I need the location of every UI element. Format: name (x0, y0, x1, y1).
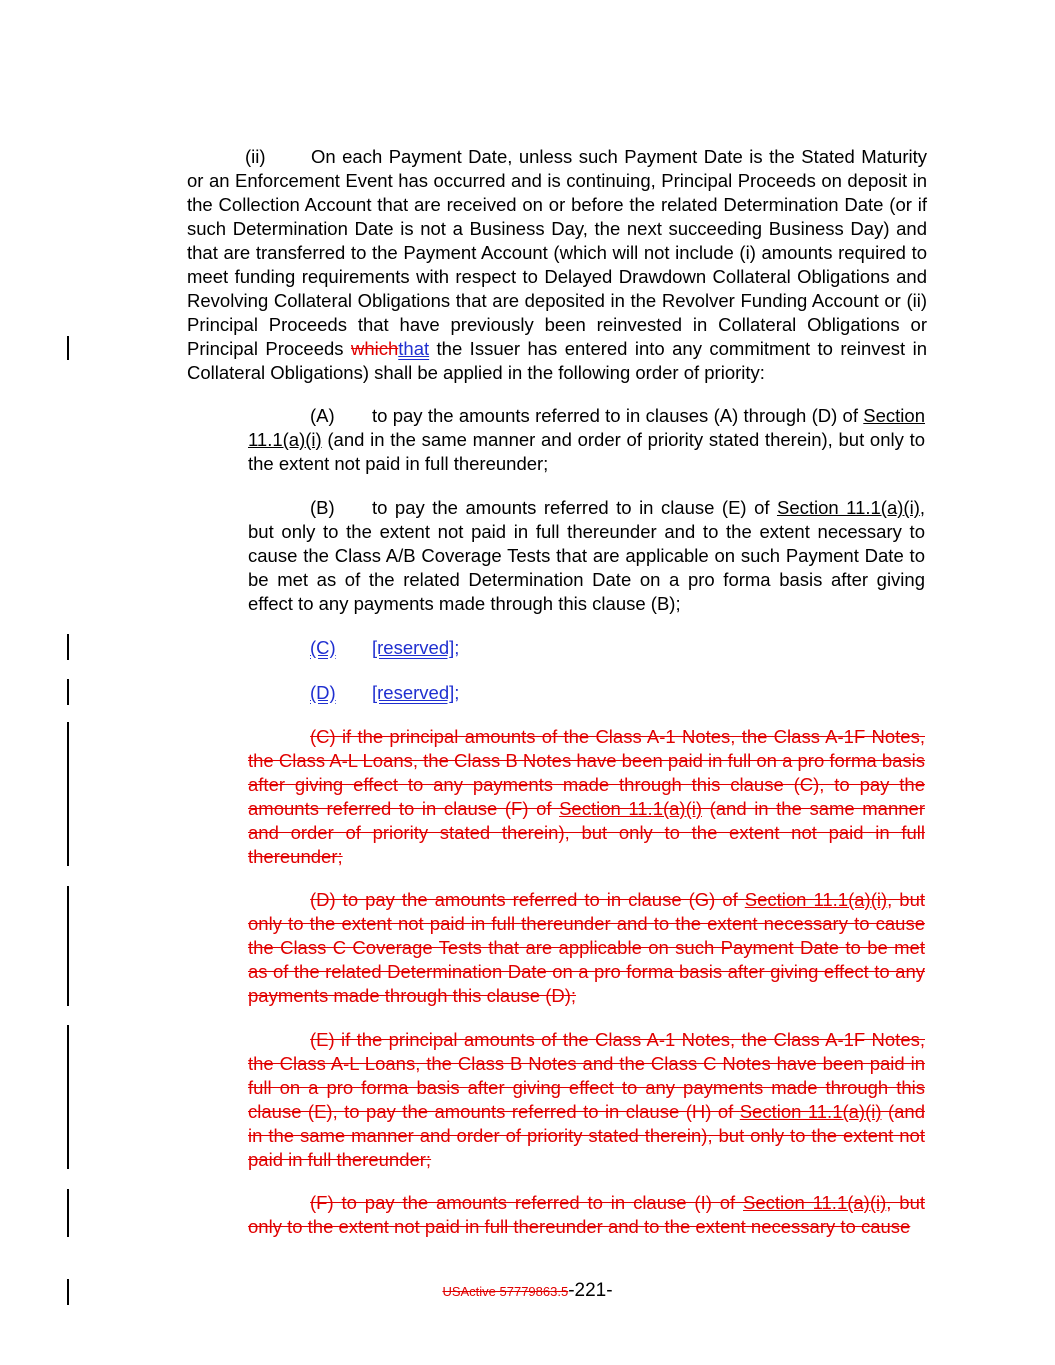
clause-b-text-end: , but only to the extent not paid in full thereunder and to the extent necessary to cause the Class A/B Coverage Tests that are applicable on such Payment Date to be met as of the related Determination Date on a pro forma basis after giving effect to any payments made through this clause (B); (248, 497, 925, 614)
deleted-clause-f (248, 1191, 925, 1239)
revision-bar (67, 722, 69, 866)
doc-id-deleted: USActive 57779863.5 (442, 1284, 569, 1299)
clause-c-reserved (248, 636, 925, 660)
section-ref: Section 11.1(a)(i) (744, 889, 888, 910)
revision-bar (67, 679, 69, 705)
inserted-word: that (398, 338, 430, 359)
clause-c-marker: (C) (310, 637, 336, 658)
clause-a-text-end: (and in the same manner and order of priority stated therein), but only to the extent not paid in full thereunder; (248, 429, 925, 474)
revision-bar (67, 1025, 69, 1169)
paragraph-ii-text: On each Payment Date, unless such Payment Date is the Stated Maturity or an Enforcement Event has occurred and is continuing, Principal Proceeds on deposit in the Collection Account that are received on or before the related Determination Date (or if such Determination Date is not a Business Day, the next succeeding Business Day) and that are transferred to the Payment Account (which will not include (i) amounts required to meet funding requirements with respect to Delayed Drawdown Collateral Obligations and Revolving Collateral Obligations that are deposited in the Revolver Funding Account or (ii) Principal Proceeds that have previously been reinvested in Collateral Obligations or Principal Proceeds (187, 146, 927, 359)
revision-bar (67, 336, 69, 360)
revision-bar (67, 634, 69, 660)
page-footer (0, 1280, 1055, 1302)
section-ref: Section 11.1(a)(i) (743, 1192, 887, 1213)
section-ref: Section 11.1(a)(i) (776, 497, 920, 518)
clause-b (248, 496, 925, 616)
deleted-clause-f-text-end: , but only to the extent not paid in full thereunder and to the extent necessary to cause (248, 1192, 926, 1237)
deleted-clause-e-text: (E) if the principal amounts of the Class A-1 Notes, the Class A-1F Notes, the Class A-L Loans, the Class B Notes and the Class C Notes have been paid in full on a pro forma basis after giving effect to any payments made through this clause (E), to pay the amounts referred to in clause (H) of (248, 1029, 925, 1122)
paragraph-ii-text-end: the Issuer has entered into any commitment to reinvest in Collateral Obligations) shall be applied in the following order of priority: (187, 338, 927, 383)
page-number: -221- (568, 1280, 613, 1301)
clause-b-text: to pay the amounts referred to in clause (E) of (372, 497, 777, 518)
section-ref: Section 11.1(a)(i) (739, 1101, 882, 1122)
clause-a (248, 404, 925, 476)
clause-d-reserved (248, 681, 925, 705)
deleted-clause-c-text: (C) if the principal amounts of the Class A-1 Notes, the Class A-1F Notes, the Class A-L Loans, the Class B Notes have been paid in full on a pro forma basis after giving effect to any payments made through this clause (C), to pay the amounts referred to in clause (F) of (248, 726, 926, 819)
clause-c-text: [reserved]; (372, 637, 460, 658)
deleted-clause-e (248, 1028, 925, 1172)
clause-a-text: to pay the amounts referred to in clauses (A) through (D) of (372, 405, 864, 426)
deleted-clause-e-text-end: (and in the same manner and order of priority stated therein), but only to the extent not paid in full thereunder; (248, 1101, 925, 1170)
deleted-word: which (350, 338, 399, 359)
deleted-clause-d-text: (D) to pay the amounts referred to in clause (G) of (310, 889, 745, 910)
clause-d-text: [reserved]; (372, 682, 460, 703)
section-ref: Section 11.1(a)(i) (248, 405, 925, 450)
clause-b-marker: (B) (310, 497, 335, 518)
deleted-clause-d-text-end: , but only to the extent not paid in full thereunder and to the extent necessary to cause the Class C Coverage Tests that are applicable on such Payment Date to be met as of the related Determination Date on a pro forma basis after giving effect to any payments made through this clause (D); (248, 889, 925, 1006)
deleted-clause-f-text: (F) to pay the amounts referred to in clause (I) of (310, 1192, 744, 1213)
section-ref: Section 11.1(a)(i) (559, 798, 703, 819)
clause-d-marker: (D) (310, 682, 336, 703)
deleted-clause-d (248, 888, 925, 1008)
paragraph-ii (187, 145, 927, 385)
revision-bar (67, 886, 69, 1006)
deleted-clause-c (248, 725, 925, 869)
deleted-clause-c-text-end: (and in the same manner and order of priority stated therein), but only to the extent not paid in full thereunder; (248, 798, 925, 867)
clause-a-marker: (A) (310, 405, 335, 426)
revision-bar (67, 1189, 69, 1237)
paragraph-ii-marker: (ii) (245, 146, 266, 167)
